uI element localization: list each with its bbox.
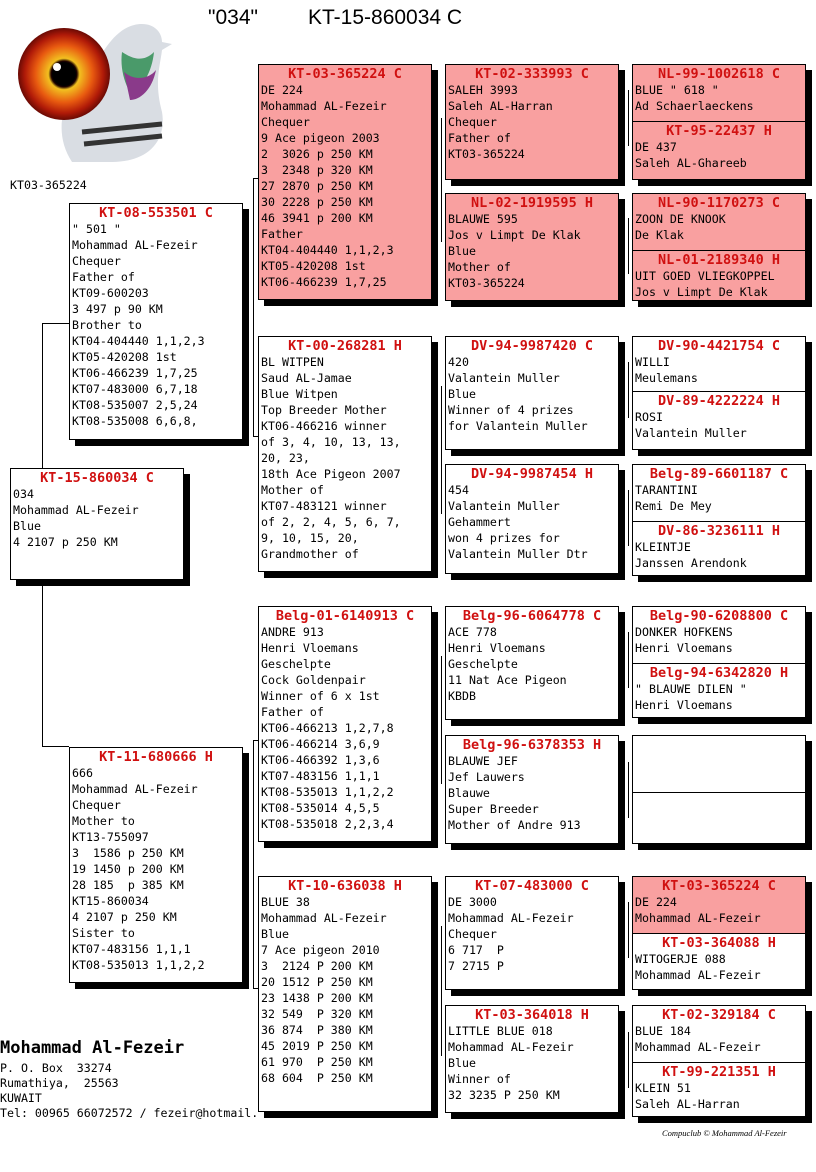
card-line: BLAUWE 595 [448,212,518,226]
card-line: Chequer [72,254,121,268]
card-line: Father [261,227,303,241]
ring-number: NL-01-2189340 H [658,252,780,268]
card-line: ANDRE 913 [261,625,324,639]
ring-number: DV-94-9987454 H [471,466,593,482]
card-line: Winner of [448,1072,511,1086]
card-line: KT08-535018 2,2,3,4 [261,817,394,831]
card-line: Cock Goldenpair [261,673,366,687]
card-line: WILLI [635,355,670,369]
card-line: KT07-483000 6,7,18 [72,382,198,396]
card-line: Remi De Mey [635,499,712,513]
card-line: Chequer [448,927,497,941]
card-line: Chequer [448,115,497,129]
pedigree-ring: KT-15-860034 C [308,6,463,29]
card-line: ACE 778 [448,625,497,639]
card-line: Saud AL-Jamae [261,371,352,385]
pigeon-card-subject[interactable] [10,468,184,580]
ring-number: Belg-94-6342820 H [649,665,789,681]
card-line: 420 [448,355,469,369]
ring-number: DV-90-4421754 C [658,338,780,354]
card-line: Father of [448,131,511,145]
ring-number: KT-02-333993 C [475,66,589,82]
ring-number: Belg-90-6208800 C [649,608,789,624]
card-line: Geschelpte [261,657,331,671]
card-line: 20, 23, [261,451,310,465]
owner-address-line: KUWAIT [0,1091,42,1105]
card-line: 19 1450 p 200 KM [72,862,184,876]
card-line: Valantein Muller Dtr [448,547,588,561]
ring-number: NL-90-1170273 C [658,195,780,211]
ring-number: KT-03-365224 C [662,878,776,894]
pedigree-name: "034" [208,6,258,29]
ring-number: KT-03-364018 H [475,1007,589,1023]
card-line: 68 604 P 250 KM [261,1071,373,1085]
ring-number: KT-03-364088 H [662,935,776,951]
card-line: Blauwe [448,786,490,800]
card-line: " BLAUWE DILEN " [635,682,747,696]
footer-credit: Compuclub © Mohammad Al-Fezeir [662,1128,787,1138]
card-line: KT15-860034 [72,894,149,908]
card-line: Mohammad AL-Fezeir [72,782,198,796]
card-line: Saleh AL-Ghareeb [635,156,747,170]
ring-number: DV-86-3236111 H [658,523,780,539]
card-line: Blue [448,244,476,258]
card-line: ZOON DE KNOOK [635,212,726,226]
owner-address-line: P. O. Box 33274 [0,1061,112,1075]
card-line: BLUE 38 [261,895,310,909]
card-line: 27 2870 p 250 KM [261,179,373,193]
card-line: Gehammert [448,515,511,529]
card-line: DE 224 [261,83,303,97]
card-line: ROSI [635,410,663,424]
pigeon-card-pair-3[interactable] [632,336,806,450]
card-line: 61 970 P 250 KM [261,1055,373,1069]
card-line: 32 549 P 320 KM [261,1007,373,1021]
card-line: KT04-404440 1,1,2,3 [72,334,205,348]
card-line: BLUE " 618 " [635,83,719,97]
card-line: Sister to [72,926,135,940]
ring-number: NL-02-1919595 H [471,195,593,211]
card-line: Jef Lauwers [448,770,525,784]
card-line: 3 2348 p 320 KM [261,163,373,177]
pigeon-card-sire-sire[interactable] [258,64,432,300]
owner-address-line: Rumathiya, 25563 [0,1076,119,1090]
card-line: Henri Vloemans [635,698,733,712]
card-line: 46 3941 p 200 KM [261,211,373,225]
card-line: Mother of [448,260,511,274]
card-line: 11 Nat Ace Pigeon [448,673,567,687]
card-line: DE 3000 [448,895,497,909]
pigeon-card-ddd[interactable] [445,1005,619,1113]
card-line: BLUE 184 [635,1024,691,1038]
card-line: Father of [72,270,135,284]
card-line: 18th Ace Pigeon 2007 [261,467,401,481]
card-line: KT07-483121 winner [261,499,387,513]
owner-contact: Tel: 00965 66072572 / fezeir@hotmail. [0,1106,258,1120]
card-line: Henri Vloemans [635,641,733,655]
ring-number: Belg-01-6140913 C [275,608,415,624]
card-line: LITTLE BLUE 018 [448,1024,553,1038]
ring-number: KT-99-221351 H [662,1064,776,1080]
card-line: 23 1438 P 200 KM [261,991,373,1005]
card-line: 3 2124 P 200 KM [261,959,373,973]
card-line: KT06-466239 1,7,25 [261,275,387,289]
card-line: Father of [261,705,324,719]
card-line: 3 1586 p 250 KM [72,846,184,860]
card-line: 20 1512 P 250 KM [261,975,373,989]
card-line: Chequer [261,115,310,129]
card-line: KLEIN 51 [635,1081,691,1095]
card-line: KT08-535013 1,1,2,2 [72,958,205,972]
pigeon-card-dsd[interactable] [445,735,619,844]
ring-number: KT-10-636038 H [288,878,402,894]
card-line: Valantein Muller [448,371,560,385]
ring-number: KT-00-268281 H [288,338,402,354]
card-line: Jos v Limpt De Klak [448,228,581,242]
card-line: Mohammad AL-Fezeir [448,1040,574,1054]
card-line: DONKER HOFKENS [635,625,733,639]
card-line: Blue [448,387,476,401]
card-line: 36 874 P 380 KM [261,1023,373,1037]
card-line: 30 2228 p 250 KM [261,195,373,209]
card-line: DE 224 [635,895,677,909]
card-line: Mother of [261,483,324,497]
card-line: BL WITPEN [261,355,324,369]
card-line: 666 [72,766,93,780]
card-line: BLAUWE JEF [448,754,518,768]
card-line: KT08-535007 2,5,24 [72,398,198,412]
pigeon-card-sdd[interactable] [445,464,619,574]
ring-number: Belg-96-6378353 H [462,737,602,753]
card-line: KT08-535014 4,5,5 [261,801,380,815]
card-line: KT06-466392 1,3,6 [261,753,380,767]
card-line: Jos v Limpt De Klak [635,285,768,299]
card-line: Mohammad AL-Fezeir [635,911,761,925]
card-line: KBDB [448,689,476,703]
card-line: Blue [261,927,289,941]
card-line: Mohammad AL-Fezeir [635,968,761,982]
card-line: 7 2715 P [448,959,504,973]
ring-number: KT-03-365224 C [288,66,402,82]
card-line: KT04-404440 1,1,2,3 [261,243,394,257]
card-line: won 4 prizes for [448,531,560,545]
card-line: 454 [448,483,469,497]
pigeon-card-pair-7[interactable] [632,876,806,990]
card-line: Blue [448,1056,476,1070]
card-line: KT06-466216 winner [261,419,387,433]
pigeon-card-pair-4[interactable] [632,464,806,576]
card-line: KT05-420208 1st [72,350,177,364]
card-line: 2 3026 p 250 KM [261,147,373,161]
pigeon-card-sire-dam[interactable] [258,336,432,572]
card-line: UIT GOED VLIEGKOPPEL [635,269,775,283]
pigeon-card-ssd[interactable] [445,193,619,301]
ring-number: Belg-96-6064778 C [462,608,602,624]
card-line: Geschelpte [448,657,518,671]
pigeon-card-pair-8[interactable] [632,1005,806,1117]
card-line: KT07-483156 1,1,1 [72,942,191,956]
card-line: Grandmother of [261,547,359,561]
card-line: De Klak [635,228,684,242]
card-line: Mohammad AL-Fezeir [635,1040,761,1054]
card-line: Mohammad AL-Fezeir [261,911,387,925]
card-line: 3 497 p 90 KM [72,302,163,316]
card-line: KT13-755097 [72,830,149,844]
ring-number: KT-02-329184 C [662,1007,776,1023]
card-line: 4 2107 p 250 KM [13,535,118,549]
card-line: Chequer [72,798,121,812]
pigeon-card-pair-5[interactable] [632,606,806,718]
ring-number: KT-11-680666 H [99,749,213,765]
card-line: Meulemans [635,371,698,385]
card-line: Mother of Andre 913 [448,818,581,832]
card-line: KT08-535013 1,1,2,2 [261,785,394,799]
ring-number: Belg-89-6601187 C [649,466,789,482]
ring-number: KT-15-860034 C [40,470,154,486]
card-line: KLEINTJE [635,540,691,554]
card-line: KT03-365224 [448,276,525,290]
ring-number: KT-95-22437 H [666,123,772,139]
ring-number: DV-89-4222224 H [658,393,780,409]
card-line: 9 Ace pigeon 2003 [261,131,380,145]
card-line: Valantein Muller [635,426,747,440]
card-line: Winner of 4 prizes [448,403,574,417]
pigeon-card-sire[interactable] [69,203,243,440]
logo-caption: KT03-365224 [10,178,87,192]
card-line: KT06-466239 1,7,25 [72,366,198,380]
card-line: Saleh AL-Harran [448,99,553,113]
pigeon-card-pair-2[interactable] [632,193,806,301]
card-line: Valantein Muller [448,499,560,513]
pigeon-card-pair-6-empty[interactable] [632,735,806,844]
card-line: Mohammad AL-Fezeir [261,99,387,113]
card-line: Henri Vloemans [448,641,546,655]
card-line: Mohammad AL-Fezeir [72,238,198,252]
card-line: Brother to [72,318,142,332]
card-line: Super Breeder [448,802,539,816]
card-line: Mohammad AL-Fezeir [13,503,139,517]
ring-number: DV-94-9987420 C [471,338,593,354]
card-line: Henri Vloemans [261,641,359,655]
pigeon-card-pair-1[interactable] [632,64,806,180]
card-line: of 3, 4, 10, 13, 13, [261,435,401,449]
pigeon-card-sss[interactable] [445,64,619,180]
card-line: Ad Schaerlaeckens [635,99,754,113]
card-line: 4 2107 p 250 KM [72,910,177,924]
card-line: KT09-600203 [72,286,149,300]
ring-number: KT-07-483000 C [475,878,589,894]
card-line: KT08-535008 6,6,8, [72,414,198,428]
ring-number: NL-99-1002618 C [658,66,780,82]
pigeon-card-sds[interactable] [445,336,619,450]
card-line: Blue [13,519,41,533]
owner-name: Mohammad Al-Fezeir [0,1038,185,1058]
card-line: Winner of 6 x 1st [261,689,380,703]
pigeon-card-dds[interactable] [445,876,619,990]
card-line: for Valantein Muller [448,419,588,433]
card-line: 32 3235 P 250 KM [448,1088,560,1102]
card-line: 45 2019 P 250 KM [261,1039,373,1053]
card-line: DE 437 [635,140,677,154]
pigeon-card-dam-dam[interactable] [258,876,432,1112]
card-line: KT07-483156 1,1,1 [261,769,380,783]
pigeon-card-dss[interactable] [445,606,619,720]
card-line: 7 Ace pigeon 2010 [261,943,380,957]
card-line: Mohammad AL-Fezeir [448,911,574,925]
card-line: 28 185 p 385 KM [72,878,184,892]
ring-number: KT-08-553501 C [99,205,213,221]
card-line: Blue Witpen [261,387,338,401]
card-line: TARANTINI [635,483,698,497]
card-line: Top Breeder Mother [261,403,387,417]
card-line: Mother to [72,814,135,828]
pigeon-card-dam[interactable] [69,747,243,983]
card-line: WITOGERJE 088 [635,952,726,966]
card-line: KT06-466214 3,6,9 [261,737,380,751]
ring-number [633,736,805,737]
card-line: Janssen Arendonk [635,556,747,570]
card-line: Saleh AL-Harran [635,1097,740,1111]
card-line: SALEH 3993 [448,83,518,97]
card-line: 034 [13,487,34,501]
card-line: KT06-466213 1,2,7,8 [261,721,394,735]
card-line: 9, 10, 15, 20, [261,531,359,545]
card-line: 6 717 P [448,943,504,957]
card-line: KT05-420208 1st [261,259,366,273]
pigeon-eye-logo [12,12,172,172]
pigeon-card-dam-sire[interactable] [258,606,432,842]
ring-number [633,793,805,794]
card-line: KT03-365224 [448,147,525,161]
card-line: of 2, 2, 4, 5, 6, 7, [261,515,401,529]
card-line: " 501 " [72,222,121,236]
